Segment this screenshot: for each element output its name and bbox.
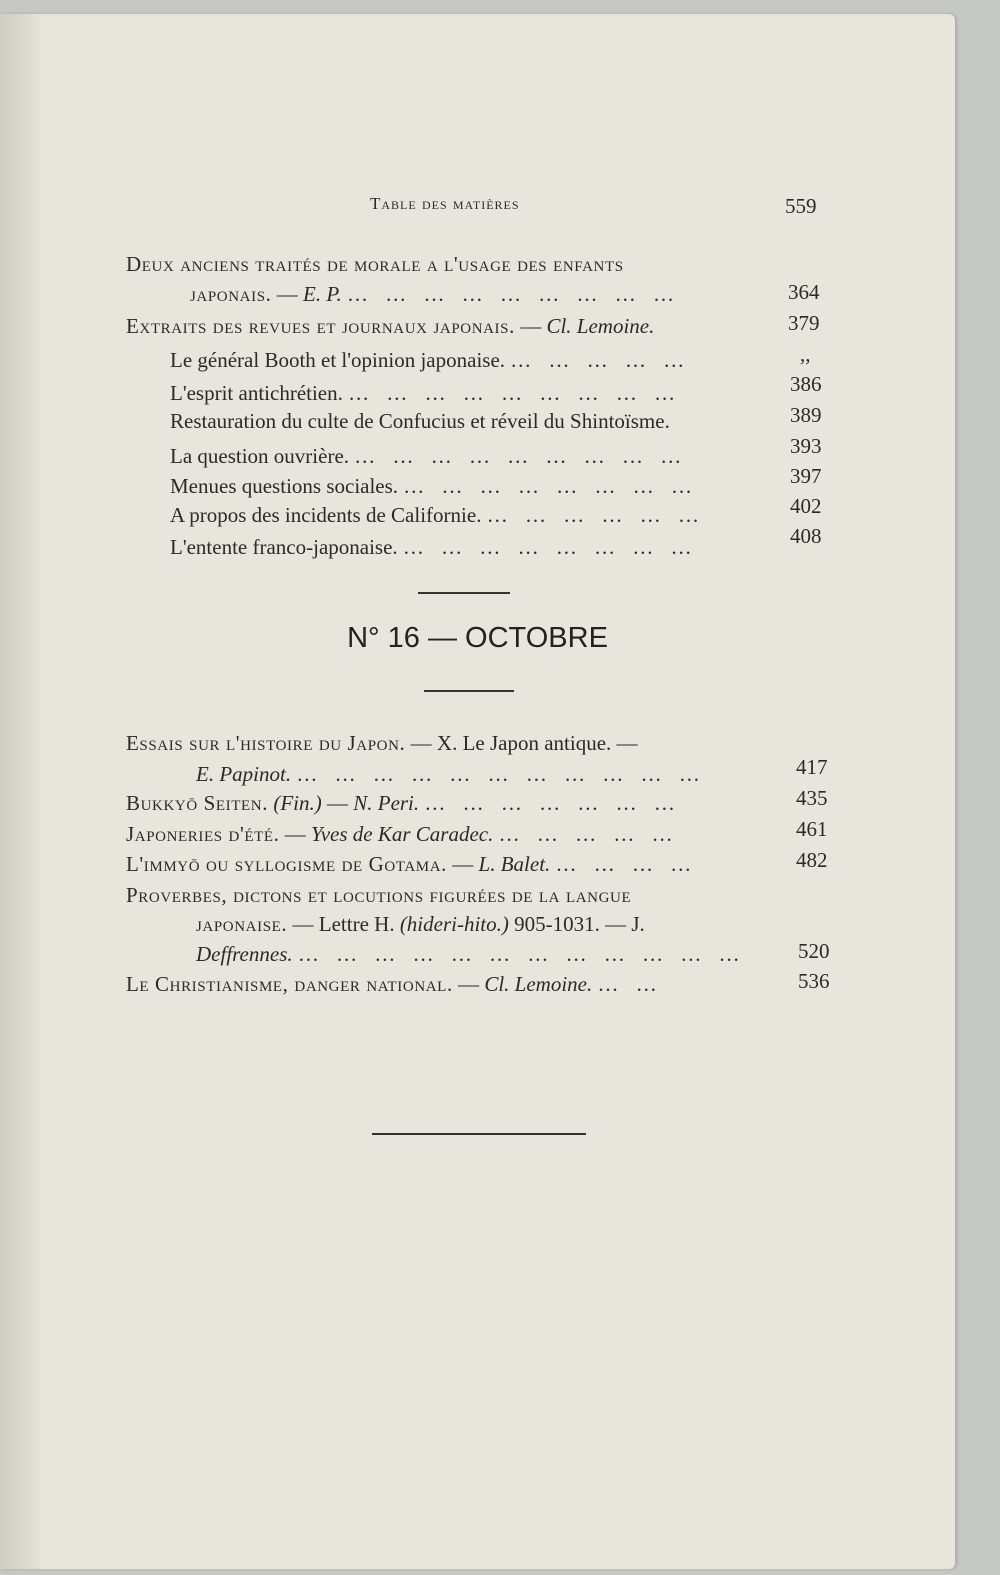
toc-subentry: A propos des incidents de Californie. … … … … … … [170,503,705,527]
toc-entry-title: Le Christianisme, danger national. — Cl. Lemoine. … … [126,972,663,996]
page-gutter [0,14,40,1569]
toc-page-number: 520 [798,939,830,963]
toc-entry-title: Proverbes, dictons et locutions figurées de la langue [126,883,632,907]
toc-entry-title: L'immyō ou syllogisme de Gotama. — L. Balet. … … … … [126,852,698,876]
toc-subentry: Restauration du culte de Confucius et réveil du Shintoïsme. [170,409,670,433]
toc-entry-title: Deux anciens traités de morale a l'usage des enfants [126,252,624,276]
divider-rule [418,592,510,594]
toc-page-number: ,, [800,342,811,366]
toc-subentry: L'entente franco-japonaise. … … … … … … … … [170,535,698,559]
toc-page-number: 364 [788,280,820,304]
toc-subentry: Le général Booth et l'opinion japonaise. … … … … … [170,348,691,372]
toc-entry-title: Essais sur l'histoire du Japon. — X. Le Japon antique. — [126,731,638,755]
toc-entry-title: Extraits des revues et journaux japonais. — Cl. Lemoine. [126,314,655,338]
toc-subentry: L'esprit antichrétien. … … … … … … … … … [170,381,682,405]
toc-page-number: 408 [790,524,822,548]
toc-page-number: 417 [796,755,828,779]
toc-page-number: 393 [790,434,822,458]
page-number: 559 [785,194,817,218]
toc-entry-continuation: E. Papinot. … … … … … … … … … … … [196,762,706,786]
toc-page-number: 435 [796,786,828,810]
toc-entry-title: Bukkyō Seiten. (Fin.) — N. Peri. … … … … … … … [126,791,681,815]
toc-entry-continuation: japonais. — E. P. … … … … … … … … … [190,282,680,306]
divider-rule [424,690,514,692]
section-heading: N° 16 — OCTOBRE [347,622,608,654]
toc-page-number: 461 [796,817,828,841]
toc-page-number: 389 [790,403,822,427]
toc-page-number: 402 [790,494,822,518]
toc-page-number: 482 [796,848,828,872]
toc-page-number: 536 [798,969,830,993]
toc-page-number: 386 [790,372,822,396]
toc-subentry: La question ouvrière. … … … … … … … … … [170,444,688,468]
running-title: Table des matières [370,194,520,213]
toc-subentry: Menues questions sociales. … … … … … … … … [170,474,699,498]
toc-entry-continuation: japonaise. — Lettre H. (hideri-hito.) 905-1031. — J. [196,912,645,936]
closing-rule [372,1133,586,1135]
toc-entry-continuation: Deffrennes. … … … … … … … … … … … … [196,942,746,966]
toc-entry-title: Japoneries d'été. — Yves de Kar Caradec. … … … … … [126,822,679,846]
toc-page-number: 379 [788,311,820,335]
toc-page-number: 397 [790,464,822,488]
